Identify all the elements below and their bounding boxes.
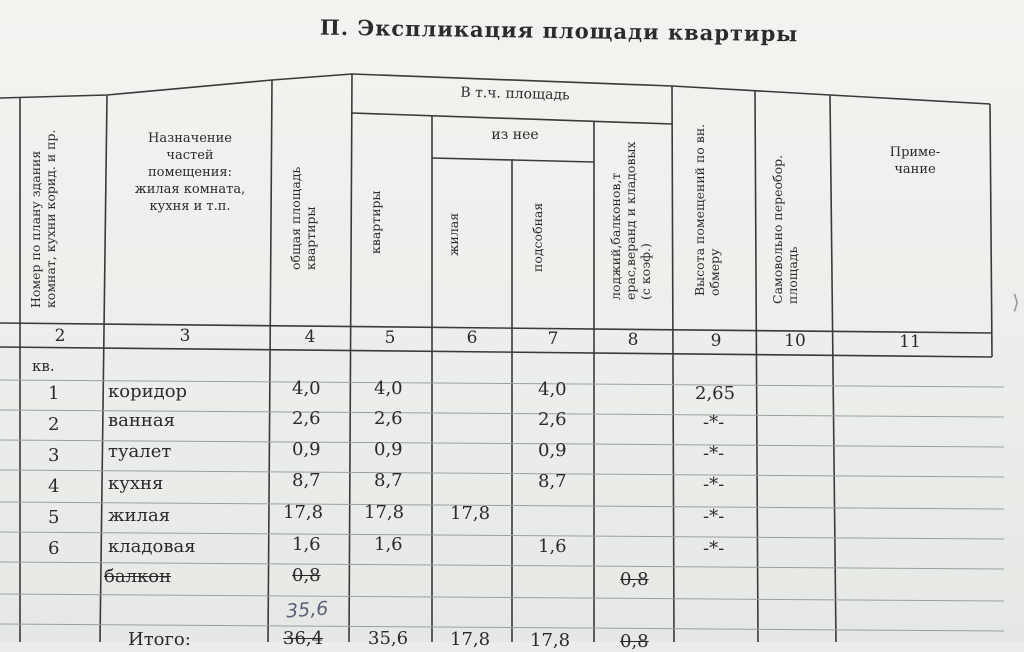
header-total-area: общая площадь квартиры: [288, 166, 318, 270]
apartment-area: 4,0: [374, 378, 403, 399]
totals-balcony-area: 0,8: [620, 631, 649, 652]
balcony-area: 0,8: [620, 569, 649, 590]
totals-total-area: 36,4: [283, 628, 324, 649]
room-name: коридор: [108, 381, 188, 402]
auxiliary-area: 2,6: [538, 409, 567, 430]
total-area: 1,6: [292, 534, 321, 555]
column-number: 8: [627, 330, 639, 350]
column-number: 7: [547, 329, 559, 349]
header-notes: Приме- чание: [889, 145, 941, 177]
room-name: кухня: [108, 473, 164, 494]
header-living-area: жилая: [446, 212, 461, 256]
row-number: 5: [48, 507, 60, 528]
row-number: 3: [48, 445, 60, 466]
column-number: 4: [304, 327, 316, 347]
section-label: кв.: [32, 357, 55, 375]
page-edge-mark: ⟩: [1012, 290, 1020, 314]
column-number: 3: [179, 326, 191, 346]
room-height: -*-: [703, 474, 725, 495]
document-title: П. Экспликация площади квартиры: [319, 14, 799, 47]
header-of-which: из нее: [491, 127, 539, 143]
total-area: 2,6: [292, 408, 321, 429]
header-room-number: Номер по плану здания комнат, кухни корид. и пр.: [28, 129, 58, 308]
header-room-purpose: Назначение частей помещения: жилая комната, кухня и т.п.: [134, 131, 246, 214]
totals-label: Итого:: [128, 629, 191, 650]
room-height: 2,65: [695, 383, 736, 404]
column-number: 11: [899, 332, 921, 352]
total-area: 17,8: [283, 502, 324, 523]
apartment-area: 17,8: [364, 502, 405, 523]
header-balcony-area: лоджий,балконов,т ерас,веранд и кладовых (с коэф.): [608, 141, 653, 300]
column-number: 5: [384, 328, 396, 348]
apartment-area: 8,7: [374, 470, 403, 491]
apartment-area: 0,9: [374, 439, 403, 460]
room-name: жилая: [108, 505, 171, 526]
auxiliary-area: 1,6: [538, 536, 567, 557]
total-area: 0,9: [292, 439, 321, 460]
room-name: ванная: [108, 410, 175, 431]
living-area: 17,8: [450, 503, 491, 524]
room-name: балкон: [104, 566, 172, 587]
header-group-area: В т.ч. площадь: [460, 84, 570, 104]
room-name: туалет: [108, 441, 172, 462]
room-height: -*-: [703, 538, 725, 559]
apartment-area: 2,6: [374, 408, 403, 429]
auxiliary-area: 8,7: [538, 471, 567, 492]
totals-apartment-area: 35,6: [368, 628, 409, 649]
row-number: 4: [48, 476, 60, 497]
row-number: 2: [48, 414, 60, 435]
column-number: 6: [466, 328, 478, 348]
apartment-area: 1,6: [374, 534, 403, 555]
total-area: 0,8: [292, 565, 321, 586]
total-area: 4,0: [292, 378, 321, 399]
totals-auxiliary-area: 17,8: [530, 630, 571, 651]
handwritten-total-correction: 35,6: [285, 597, 330, 623]
room-name: кладовая: [108, 536, 196, 557]
room-height: -*-: [703, 443, 725, 464]
auxiliary-area: 0,9: [538, 440, 567, 461]
header-unauthorized-area: Самовольно переобор. площадь: [770, 154, 800, 304]
totals-living-area: 17,8: [450, 629, 491, 650]
row-number: 1: [48, 383, 60, 404]
total-area: 8,7: [292, 470, 321, 491]
column-number: 10: [784, 331, 806, 351]
header-room-height: Высота помещений по вн. обмеру: [692, 123, 722, 296]
auxiliary-area: 4,0: [538, 379, 567, 400]
row-number: 6: [48, 538, 60, 559]
room-height: -*-: [703, 506, 725, 527]
header-auxiliary-area: подсобная: [530, 202, 545, 272]
room-height: -*-: [703, 412, 725, 433]
column-number: 9: [710, 331, 722, 351]
column-number: 2: [54, 326, 66, 346]
header-apartment-area: квартиры: [368, 190, 383, 254]
